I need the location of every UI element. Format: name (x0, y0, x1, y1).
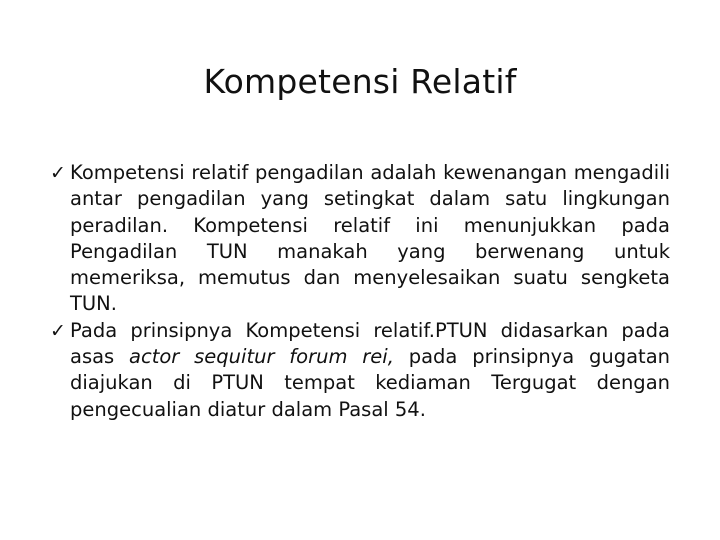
checkmark-icon: ✓ (50, 319, 66, 342)
bullet-item (50, 318, 670, 423)
bullet-text-after-italic: pada prinsipnya gugatan diajukan di PTUN tempat kediaman Tergugat dengan pengecualian diatur dalam Pasal 54. (70, 345, 671, 421)
checkmark-icon: ✓ (50, 162, 66, 184)
bullet-item (50, 160, 670, 318)
bullet-text-before-italic: Pada prinsipnya Kompetensi relatif.PTUN didasarkan pada asas (70, 318, 670, 369)
bullet-italic-text: actor sequitur forum rei, (129, 345, 394, 369)
bullet-text: Kompetensi relatif pengadilan adalah kewenangan mengadili antar pengadilan yang setingkat dalam satu lingkungan peradilan. Kompetensi relatif ini menunjukkan pada Pengadilan TUN manakah yang berwenang untuk memeriksa, memutus dan menyelesaikan suatu sengketa TUN. (70, 161, 670, 316)
slide-title: Kompetensi Relatif (203, 62, 517, 101)
bullet-list (50, 160, 670, 423)
